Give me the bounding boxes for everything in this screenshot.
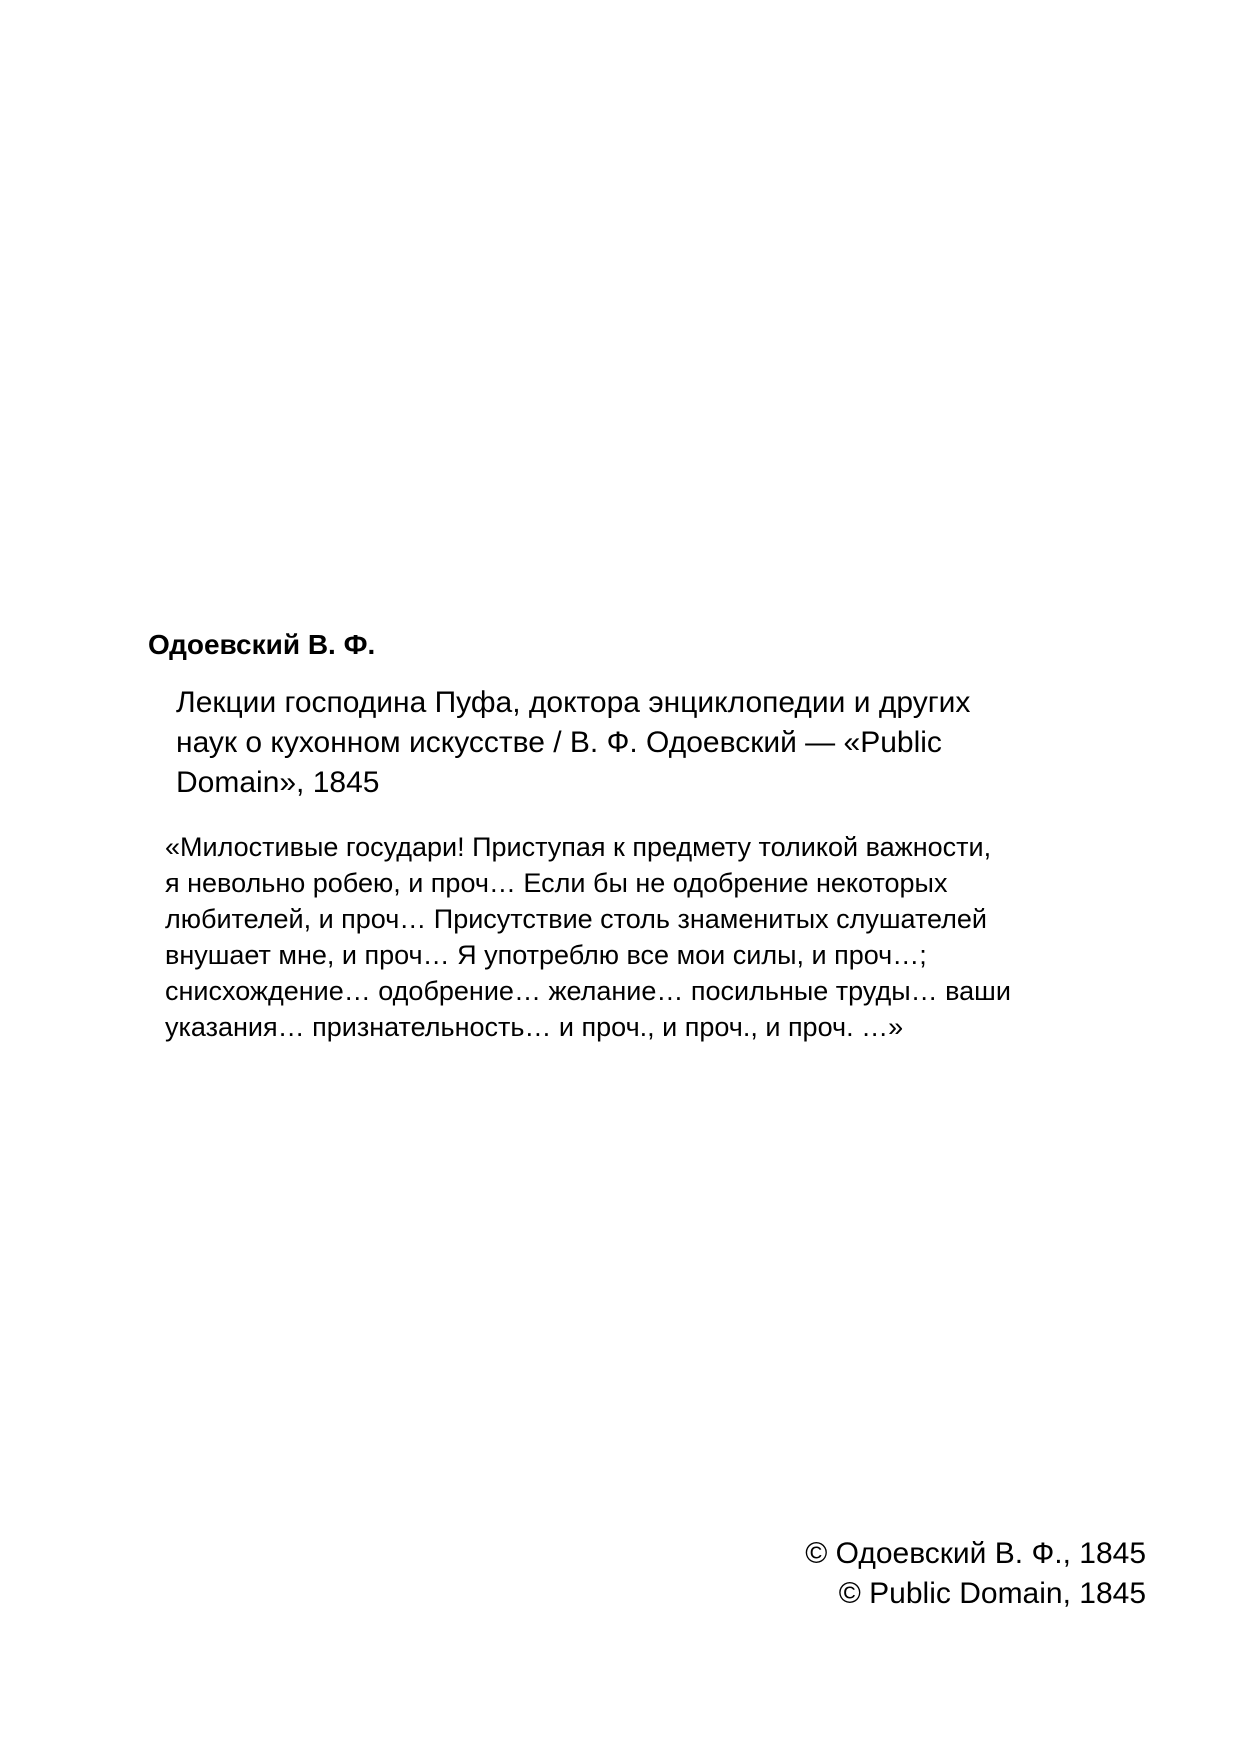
annotation <box>165 829 1125 1045</box>
annotation-line: любителей, и проч… Присутствие столь знаменитых слушателей <box>165 904 988 934</box>
annotation-line: я невольно робею, и проч… Если бы не одобрение некоторых <box>165 868 948 898</box>
title-line: Domain», 1845 <box>176 766 380 799</box>
bibliographic-title <box>176 683 1076 803</box>
annotation-line: снисхождение… одобрение… желание… посильные труды… ваши <box>165 976 1011 1006</box>
annotation-line: «Милостивые государи! Приступая к предмету толикой важности, <box>165 832 992 862</box>
copyright-line: © Public Domain, 1845 <box>838 1577 1146 1610</box>
copyright-line: © Одоевский В. Ф., 1845 <box>805 1537 1146 1570</box>
author-name: Одоевский В. Ф. <box>148 629 376 660</box>
copyright-notice <box>805 1534 1146 1614</box>
title-line: наук о кухонном искусстве / В. Ф. Одоевский — «Public <box>176 726 942 759</box>
title-line: Лекции господина Пуфа, доктора энциклопедии и других <box>176 686 971 719</box>
annotation-line: указания… признательность… и проч., и проч., и проч. …» <box>165 1012 904 1042</box>
annotation-line: внушает мне, и проч… Я употреблю все мои силы, и проч…; <box>165 940 927 970</box>
